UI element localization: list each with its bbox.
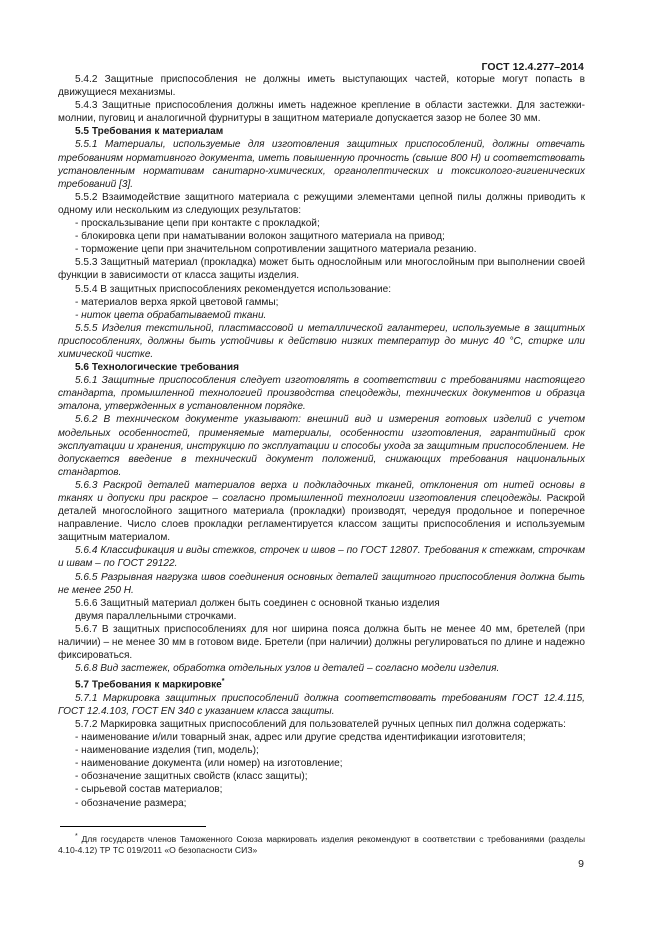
paragraph-italic-part: 5.6.3 Раскрой деталей материалов верха и подкладочных тканей, отклонения от нитей основы в тканях и допуски при раскрое – согласно промышленной технологии изготовления спецодежды. [58,479,585,504]
paragraph-text: 5.6 Технологические требования [75,362,239,374]
paragraph [58,256,585,282]
paragraph [58,571,585,597]
paragraph [58,191,585,217]
paragraph-text: 5.5.3 Защитный материал (прокладка) может быть однослойным или многослойным при выполнении своей функции в зависимости от класса защиты изделия. [58,257,585,282]
footnote-mark: * [75,833,78,840]
paragraph-text: 5.7.1 Маркировка защитных приспособлений должна соответствовать требованиям ГОСТ 12.4.115, ГОСТ 12.4.103, ГОСТ EN 340 с указанием класса защиты. [58,692,585,717]
paragraph-text: - наименование и/или товарный знак, адрес или другие средства идентификации изготовителя; [75,732,526,744]
paragraph [58,217,585,230]
paragraph [58,99,585,125]
footnote-reference: * [221,678,225,686]
page-number: 9 [578,858,584,870]
paragraph-text: 5.5.4 В защитных приспособлениях рекомендуется использование: [75,283,391,295]
paragraph [58,374,585,413]
paragraph [58,718,585,731]
paragraph-text: - обозначение защитных свойств (класс защиты); [75,771,308,783]
paragraph [58,610,585,623]
paragraph [58,783,585,796]
paragraph-text: 5.6.4 Классификация и виды стежков, строчек и швов – по ГОСТ 12807. Требования к стежкам, строчкам и швам – по ГОСТ 29122. [58,545,585,570]
paragraph [58,692,585,718]
paragraph-text: двумя параллельными строчками. [75,610,237,622]
paragraph-text: 5.6.1 Защитные приспособления следует изготовлять в соответствии с требованиями настоящего стандарта, промышленной технологией производства спецодежды, технических документов и образца эталона, утвержденных в установленном порядке. [58,375,585,413]
paragraph [58,797,585,810]
paragraph [58,544,585,570]
section-heading [58,675,585,691]
paragraph-text: 5.7.2 Маркировка защитных приспособлений для пользователей ручных цепных пил должна содержать: [75,718,566,730]
paragraph-text: - блокировка цепи при наматывании волокон защитного материала на привод; [75,231,445,243]
paragraph-text: - материалов верха яркой цветовой гаммы; [75,296,279,308]
paragraph-text: - наименование документа (или номер) на изготовление; [75,758,343,770]
paragraph [58,597,585,610]
paragraph-text: 5.6.2 В техническом документе указывают: внешний вид и измерения готовых изделий с учетом модельных особенностей, применяемые материалы, особенности изготовления, гарантийный срок эксплуатации и хранения, инструкцию по эксплуатации и способы ухода за защитным приспособлением. Не допускается введение в технический документ положений, снижающих требования национальных стандартов. [58,414,585,478]
paragraph-text: - торможение цепи при значительном сопротивлении защитного материала резанию. [75,244,477,256]
paragraph [58,73,585,99]
paragraph-text: 5.5 Требования к материалам [75,126,224,138]
paragraph [58,283,585,296]
paragraph-text: 5.5.5 Изделия текстильной, пластмассовой и металлической галантереи, используемые в защитных приспособлениях, должны быть устойчивы к действию низких температур до минус 40 °С, стирке или химической чистке. [58,322,585,360]
paragraph-text: - сырьевой состав материалов; [75,784,223,796]
paragraph-text: - проскальзывание цепи при контакте с прокладкой; [75,218,320,230]
paragraph-text: - ниток цвета обрабатываемой ткани. [75,309,267,321]
paragraph-text: 5.6.8 Вид застежек, обработка отдельных узлов и деталей – согласно модели изделия. [75,663,500,675]
paragraph-text: - наименование изделия (тип, модель); [75,745,259,757]
footnote [58,831,585,857]
page-header-doc-code: ГОСТ 12.4.277–2014 [481,61,584,73]
document-body [58,73,585,810]
paragraph [58,138,585,190]
paragraph [58,731,585,744]
paragraph-text: 5.5.2 Взаимодействие защитного материала с режущими элементами цепной пилы должны приводить к одному или нескольким из следующих результатов: [58,191,585,216]
paragraph-text: 5.7 Требования к маркировке [75,679,222,691]
paragraph-normal-part: Раскрой деталей многослойного защитного материала (прокладки) производят, чередуя продольное и поперечное направление. Число слоев прокладки регламентируется классом защиты приспособления и используемым защитным материалом. [58,493,585,544]
paragraph-text: 5.6.7 В защитных приспособлениях для ног ширина пояса должна быть не менее 40 мм, бретелей (при наличии) – не менее 30 мм в готовом виде. Бретели (при наличии) должны регулироваться по длине и надежно фиксироваться. [58,623,585,662]
footnote-text: Для государств членов Таможенного Союза маркировать изделия рекомендуют в соответствии с требованиями (разделы 4.10-4.12) ТР ТС 019/2011 «О безопасности СИЗ» [58,833,585,856]
paragraph-text: 5.4.2 Защитные приспособления не должны иметь выступающих частей, которые могут попасть в движущиеся механизмы. [58,74,585,99]
paragraph [58,744,585,757]
paragraph [58,413,585,478]
paragraph [58,322,585,361]
paragraph [58,230,585,243]
footnote-separator [60,826,206,827]
paragraph [58,770,585,783]
paragraph [58,662,585,675]
paragraph [58,296,585,309]
paragraph [58,623,585,662]
paragraph-text: 5.4.3 Защитные приспособления должны иметь надежное крепление в области застежки. Для застежки-молнии, пуговиц и аналогичной фурнитуры в защитном материале допускается зазор не более 30 мм. [58,100,585,125]
paragraph-text: - обозначение размера; [75,797,187,809]
paragraph-text: 5.6.6 Защитный материал должен быть соединен с основной тканью изделия [75,597,440,609]
paragraph [58,309,585,322]
section-heading [58,125,585,138]
paragraph [58,243,585,256]
paragraph [58,757,585,770]
paragraph-text: 5.5.1 Материалы, используемые для изготовления защитных приспособлений, должны отвечать требованиям нормативного документа, иметь повышенную прочность (свыше 800 Н) и соответствовать установленным нормативам санитарно-химических, органолептических и токсиколого-гигиенических требований [3]. [58,139,585,190]
section-heading [58,361,585,374]
paragraph [58,479,585,544]
paragraph-text: 5.6.5 Разрывная нагрузка швов соединения основных деталей защитного приспособления должна быть не менее 250 Н. [58,571,585,596]
